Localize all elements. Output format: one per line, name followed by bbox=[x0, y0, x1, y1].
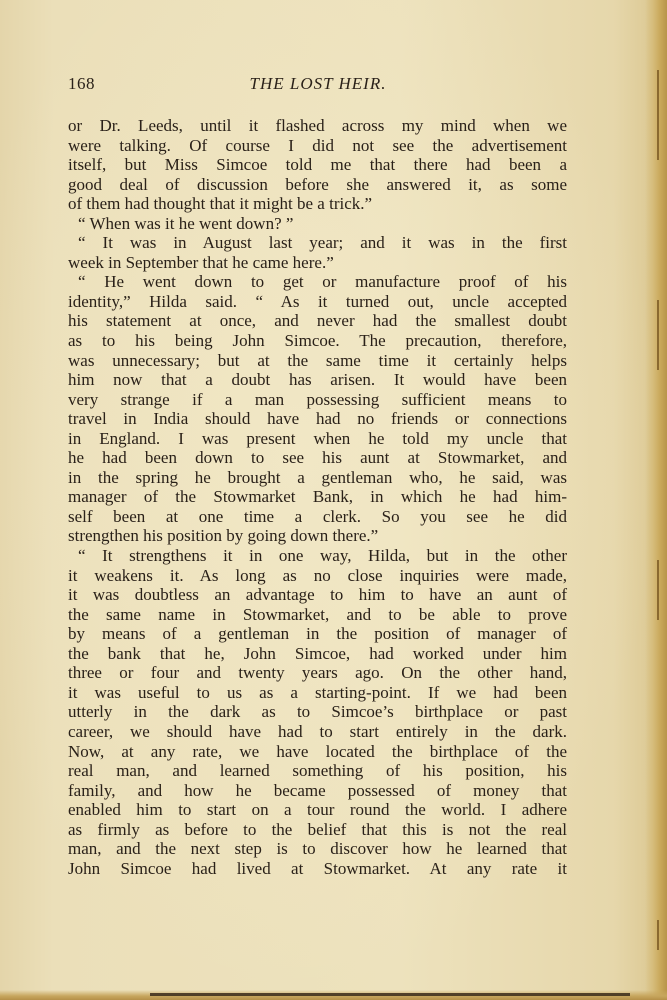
text-line: week in September that he came here.” bbox=[68, 252, 334, 272]
text-line: by means of a gentleman in the position of manager of bbox=[68, 624, 567, 644]
text-line: in England. I was present when he told my uncle that bbox=[68, 428, 567, 448]
text-line: were talking. Of course I did not see the advertisement bbox=[68, 135, 567, 155]
text-line: him now that a doubt has arisen. It would have been bbox=[68, 370, 567, 390]
text-line: good deal of discussion before she answered it, as some bbox=[68, 174, 567, 194]
text-line: “ It strengthens it in one way, Hilda, but in the other bbox=[78, 546, 567, 566]
text-line: the same name in Stowmarket, and to be able to prove bbox=[68, 604, 567, 624]
text-line: self been at one time a clerk. So you see he did bbox=[68, 506, 567, 526]
text-line: or Dr. Leeds, until it flashed across my mind when we bbox=[68, 116, 567, 135]
text-line: as firmly as before to the belief that this is not the real bbox=[68, 819, 567, 839]
text-line: man, and the next step is to discover how he learned that bbox=[68, 839, 567, 859]
body-text bbox=[68, 116, 567, 878]
text-line: family, and how he became possessed of money that bbox=[68, 780, 567, 800]
page-number: 168 bbox=[68, 74, 95, 93]
bottom-rule bbox=[150, 993, 630, 996]
text-line: career, we should have had to start entirely in the dark. bbox=[68, 721, 567, 741]
text-line: in the spring he brought a gentleman who, he said, was bbox=[68, 467, 567, 487]
page-edge-shadow bbox=[645, 0, 667, 1000]
text-line: travel in India should have had no friends or connections bbox=[68, 409, 567, 429]
text-line: very strange if a man possessing sufficient means to bbox=[68, 389, 567, 409]
text-line: it was doubtless an advantage to him to have an aunt of bbox=[68, 585, 567, 605]
text-line: Now, at any rate, we have located the birthplace of the bbox=[68, 741, 567, 761]
text-line: three or four and twenty years ago. On the other hand, bbox=[68, 663, 567, 683]
text-line: of them had thought that it might be a trick.” bbox=[68, 194, 373, 214]
page-header bbox=[68, 74, 568, 96]
text-line: as to his being John Simcoe. The precaution, therefore, bbox=[68, 331, 567, 351]
text-line: “ When was it he went down? ” bbox=[78, 213, 294, 233]
text-line: manager of the Stowmarket Bank, in which he had him- bbox=[68, 487, 567, 507]
text-line: “ He went down to get or manufacture proof of his bbox=[78, 272, 567, 292]
text-line: identity,” Hilda said. “ As it turned out, uncle accepted bbox=[68, 291, 567, 311]
edge-mark bbox=[657, 920, 659, 950]
text-line: strengthen his position by going down there.” bbox=[68, 526, 379, 546]
edge-mark bbox=[657, 300, 659, 370]
text-line: it weakens it. As long as no close inquiries were made, bbox=[68, 565, 567, 585]
text-line: real man, and learned something of his position, his bbox=[68, 761, 567, 781]
edge-mark bbox=[657, 70, 659, 160]
text-line: it was useful to us as a starting-point. If we had been bbox=[68, 682, 567, 702]
running-title: THE LOST HEIR. bbox=[249, 74, 387, 93]
text-line: utterly in the dark as to Simcoe’s birthplace or past bbox=[68, 702, 567, 722]
text-line: itself, but Miss Simcoe told me that there had been a bbox=[68, 155, 567, 175]
text-line: his statement at once, and never had the smallest doubt bbox=[68, 311, 567, 331]
text-line: the bank that he, John Simcoe, had worked under him bbox=[68, 643, 567, 663]
text-line: enabled him to start on a tour round the world. I adhere bbox=[68, 800, 567, 820]
edge-mark bbox=[657, 560, 659, 620]
text-line: was unnecessary; but at the same time it certainly helps bbox=[68, 350, 567, 370]
text-line: John Simcoe had lived at Stowmarket. At any rate it bbox=[68, 858, 567, 878]
text-line: “ It was in August last year; and it was in the first bbox=[78, 233, 567, 253]
text-line: he had been down to see his aunt at Stowmarket, and bbox=[68, 448, 567, 468]
